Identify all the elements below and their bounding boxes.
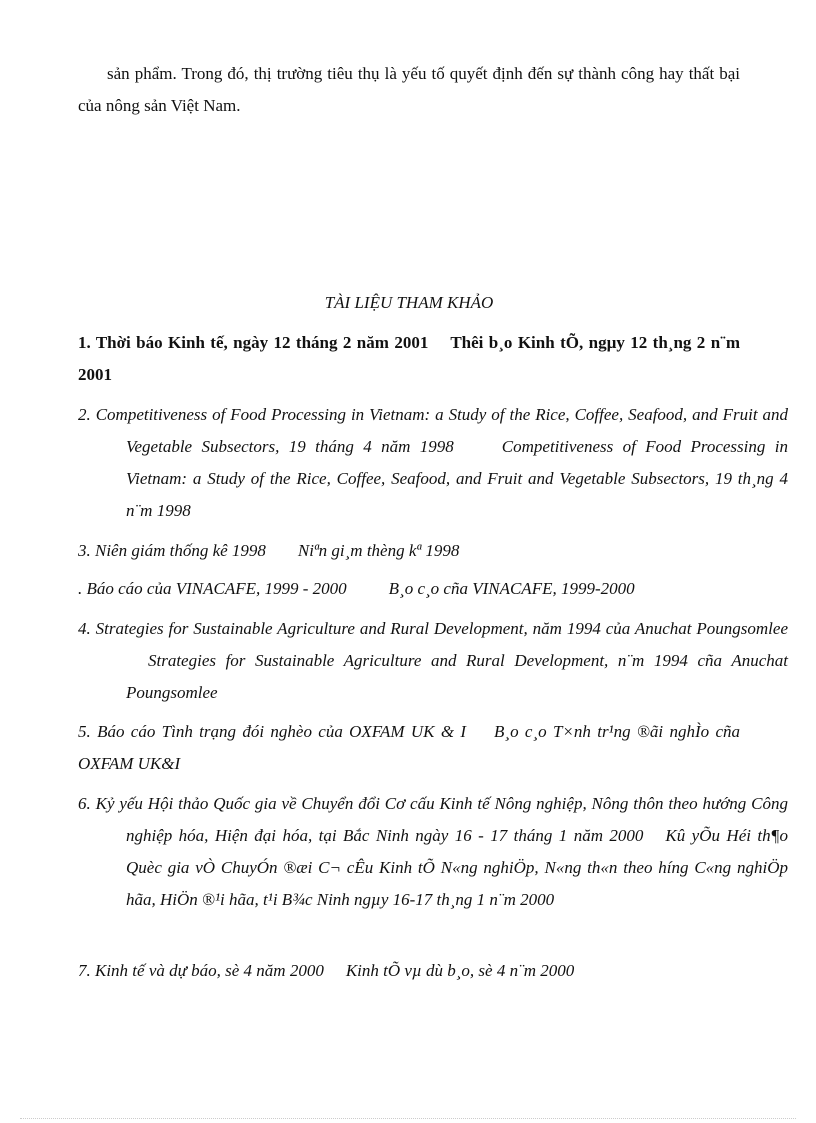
references-title: TÀI LIỆU THAM KHẢO <box>324 293 494 312</box>
reference-vinacafe-garbled: B¸o c¸o cña VINACAFE, 1999-2000 <box>388 579 635 598</box>
reference-2-garbled: Competitiveness of Food Processing in Vietnam: a Study of the Rice, Coffee, Seafood, and Fruit and Vegetable Subsectors, 19 th¸ng 4 n¨m 1998 <box>126 437 788 520</box>
reference-2-main: 2. Competitiveness of Food Processing in Vietnam: a Study of the Rice, Coffee, Seafood, and Fruit and Vegetable Subsectors, 19 tháng 4 năm 1998 <box>78 405 788 456</box>
reference-7-garbled: Kinh tÕ vµ dù b¸o, sè 4 n¨m 2000 <box>345 961 575 980</box>
reference-1-garbled: Thêi b¸o Kinh tÕ, ngµy 12 th¸ng 2 n¨m 2001 <box>78 333 740 384</box>
reference-4-garbled: Strategies for Sustainable Agriculture and Rural Development, n¨m 1994 cña Anuchat Poungsomlee <box>126 651 788 702</box>
page-bottom-divider <box>20 1118 796 1119</box>
reference-7-main: 7. Kinh tế và dự báo, sè 4 năm 2000 <box>78 961 324 980</box>
reference-6 <box>78 788 788 916</box>
reference-vinacafe-main: . Báo cáo của VINACAFE, 1999 - 2000 <box>78 579 347 598</box>
reference-3-main: 3. Niên giám thống kê 1998 <box>78 541 266 560</box>
reference-6-main: 6. Kỷ yếu Hội thảo Quốc gia về Chuyển đổi Cơ cấu Kinh tế Nông nghiệp, Nông thôn theo hướng Công nghiệp hóa, Hiện đại hóa, tại Bắc Ninh ngày 16 - 17 tháng 1 năm 2000 <box>78 794 788 845</box>
reference-2 <box>78 399 788 527</box>
reference-1 <box>78 327 740 391</box>
reference-6-garbled: Kû yÕu Héi th¶o Quèc gia vÒ ChuyÓn ®æi C¬ cÊu Kinh tÕ N«ng nghiÖp, N«ng th«n theo híng C«ng nghiÖp hãa, HiÖn ®¹i hãa, t¹i B¾c Ninh ngµy 16-17 th¸ng 1 n¨m 2000 <box>126 826 788 909</box>
reference-5-main: 5. Báo cáo Tình trạng đói nghèo của OXFAM UK & I <box>78 722 467 741</box>
reference-4 <box>78 613 788 709</box>
reference-7 <box>78 955 740 987</box>
reference-vinacafe <box>78 573 740 605</box>
reference-5 <box>78 716 740 780</box>
reference-3 <box>78 535 740 567</box>
intro-paragraph: sản phẩm. Trong đó, thị trường tiêu thụ là yếu tố quyết định đến sự thành công hay thất bại của nông sản Việt Nam. <box>78 64 740 115</box>
reference-1-main: 1. Thời báo Kinh tế, ngày 12 tháng 2 năm 2001 <box>78 333 429 352</box>
reference-4-main: 4. Strategies for Sustainable Agriculture and Rural Development, năm 1994 của Anuchat Poungsomlee <box>78 619 788 638</box>
reference-3-garbled: Niªn gi¸m thèng kª 1998 <box>297 541 460 560</box>
reference-5-garbled: B¸o c¸o T×nh tr¹ng ®ãi nghÌo cña OXFAM UK&I <box>78 722 740 773</box>
